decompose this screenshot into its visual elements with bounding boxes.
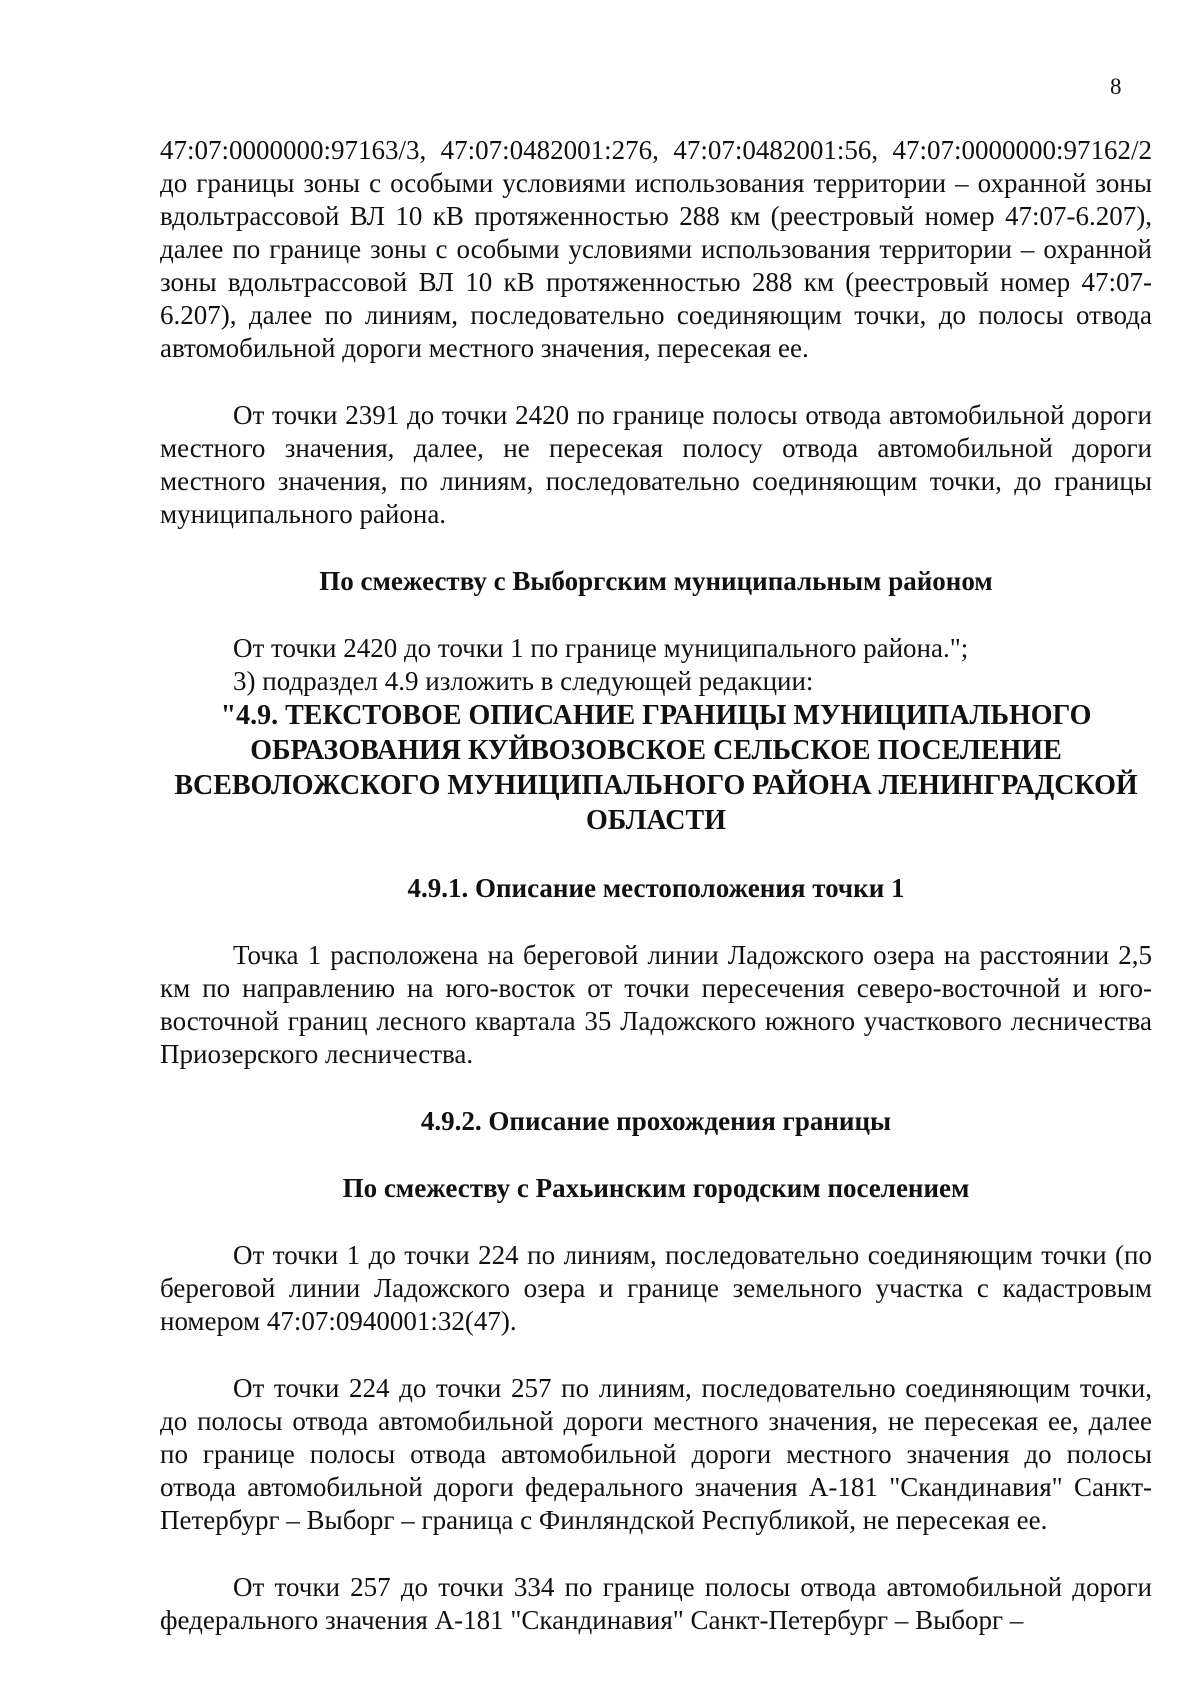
document-body	[160, 134, 1152, 1637]
amendment-item-3: 3) подраздел 4.9 изложить в следующей редакции:	[233, 666, 814, 696]
page-number: 8	[1110, 74, 1122, 99]
section-title-4-9: "4.9. ТЕКСТОВОЕ ОПИСАНИЕ ГРАНИЦЫ МУНИЦИПАЛЬНОГО ОБРАЗОВАНИЯ КУЙВОЗОВСКОЕ СЕЛЬСКОЕ ПОСЕЛЕНИЕ ВСЕВОЛОЖСКОГО МУНИЦИПАЛЬНОГО РАЙОНА ЛЕНИНГРАДСКОЙ ОБЛАСТИ	[174, 700, 1138, 836]
paragraph-2391-2420: От точки 2391 до точки 2420 по границе полосы отвода автомобильной дороги местного значения, далее, не пересекая полосу отвода автомобильной дороги местного значения, по линиям, последовательно соединяющим точки, до границы муниципального района.	[160, 400, 1152, 529]
heading-4-9-1: 4.9.1. Описание местоположения точки 1	[407, 873, 905, 903]
heading-rakhya-settlement: По смежеству с Рахьинским городским поселением	[342, 1173, 970, 1203]
heading-vyborg-district: По смежеству с Выборгским муниципальным районом	[319, 566, 993, 596]
paragraph-224-257: От точки 224 до точки 257 по линиям, последовательно соединяющим точки, до полосы отвода автомобильной дороги местного значения, не пересекая ее, далее по границе полосы отвода автомобильной дороги местного значения до полосы отвода автомобильной дороги федерального значения А-181 "Скандинавия" Санкт-Петербург – Выборг – граница с Финляндской Республикой, не пересекая ее.	[160, 1373, 1152, 1535]
paragraph-2420-1: От точки 2420 до точки 1 по границе муниципального района.";	[233, 633, 969, 663]
heading-4-9-2: 4.9.2. Описание прохождения границы	[420, 1106, 892, 1136]
intro-paragraph: 47:07:0000000:97163/3, 47:07:0482001:276, 47:07:0482001:56, 47:07:0000000:97162/2 до границы зоны с особыми условиями использования территории – охранной зоны вдольтрассовой ВЛ 10 кВ протяженностью 288 км (реестровый номер 47:07-6.207), далее по границе зоны с особыми условиями использования территории – охранной зоны вдольтрассовой ВЛ 10 кВ протяженностью 288 км (реестровый номер 47:07-6.207), далее по линиям, последовательно соединяющим точки, до полосы отвода автомобильной дороги местного значения, пересекая ее.	[160, 135, 1152, 363]
paragraph-point-1-location: Точка 1 расположена на береговой линии Ладожского озера на расстоянии 2,5 км по направлению на юго-восток от точки пересечения северо-восточной и юго-восточной границ лесного квартала 35 Ладожского южного участкового лесничества Приозерского лесничества.	[160, 940, 1152, 1069]
paragraph-257-334: От точки 257 до точки 334 по границе полосы отвода автомобильной дороги федерального значения А-181 "Скандинавия" Санкт-Петербург – Выборг –	[160, 1572, 1152, 1635]
paragraph-1-224: От точки 1 до точки 224 по линиям, последовательно соединяющим точки (по береговой линии Ладожского озера и границе земельного участка с кадастровым номером 47:07:0940001:32(47).	[160, 1240, 1152, 1336]
